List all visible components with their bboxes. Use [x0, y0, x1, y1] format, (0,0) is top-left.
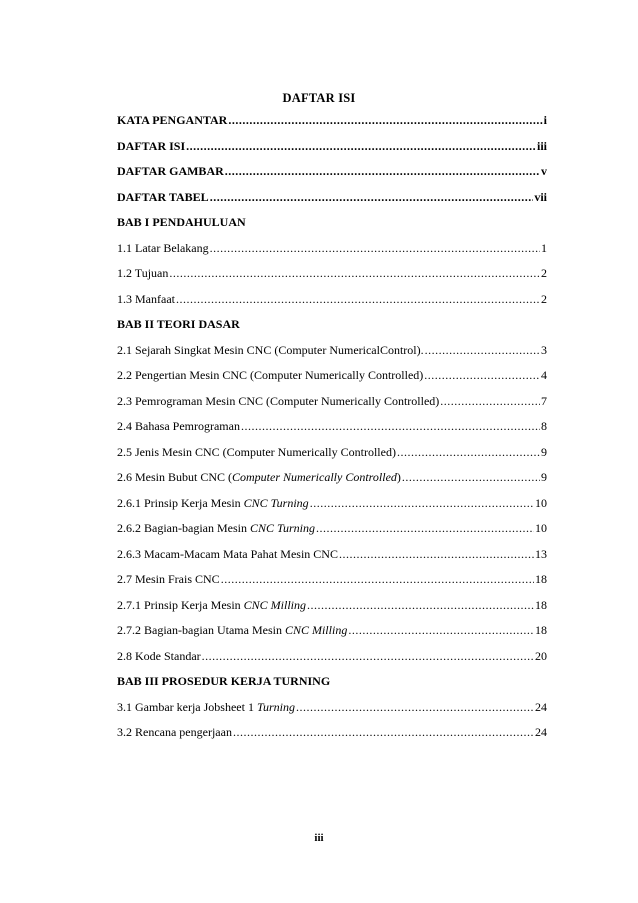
toc-entry-row	[117, 695, 547, 721]
toc-entry-text: 2.6 Mesin Bubut CNC (	[117, 470, 233, 484]
toc-page-number: 13	[535, 546, 547, 561]
toc-page-number: iii	[536, 138, 547, 153]
toc-entry-label	[117, 363, 423, 389]
page-number: iii	[314, 832, 324, 844]
dot-leader	[397, 440, 540, 466]
toc-entry-row	[117, 618, 547, 644]
dot-leader	[424, 363, 540, 389]
toc-page-number: vii	[534, 189, 547, 204]
toc-entry-text: 1.3 Manfaat	[117, 291, 175, 306]
toc-page-number: 24	[535, 725, 547, 739]
dot-leader	[307, 593, 534, 619]
dot-leader	[310, 491, 534, 517]
toc-page-number: 9	[541, 444, 547, 459]
toc-entry-label	[117, 210, 246, 236]
toc-entry-text: BAB II TEORI DASAR	[117, 317, 240, 331]
toc-entry-row	[117, 644, 547, 670]
toc-entry-text: 3.1 Gambar kerja Jobsheet 1	[117, 699, 257, 714]
dot-leader	[440, 389, 540, 415]
toc-entry-label	[117, 159, 224, 185]
toc-entry-row	[117, 363, 547, 389]
toc-entry-label	[117, 542, 338, 568]
toc-page-number: 7	[541, 393, 547, 408]
toc-entry-text: 2.8 Kode Standar	[117, 648, 201, 663]
toc-entry-text: 2.1 Sejarah Singkat Mesin CNC (Computer NumericalControl).	[117, 342, 424, 357]
dot-leader	[221, 567, 534, 593]
toc-entry-label	[117, 414, 240, 440]
dot-leader	[339, 542, 534, 568]
toc-page-number: 18	[535, 597, 547, 612]
dot-leader	[316, 516, 534, 542]
toc-entry-label	[117, 695, 295, 721]
toc-entry-row	[117, 593, 547, 619]
toc-page-number: 2	[541, 291, 547, 306]
toc-entry-text: BAB I PENDAHULUAN	[117, 215, 246, 229]
toc-entry-row	[117, 414, 547, 440]
toc-entry-label	[117, 567, 220, 593]
toc-page-number: 10	[535, 521, 547, 535]
toc-entry-text: 2.6.1 Prinsip Kerja Mesin	[117, 495, 244, 510]
toc-entry-text: DAFTAR ISI	[117, 138, 186, 153]
dot-leader	[241, 414, 540, 440]
toc-title: DAFTAR ISI	[282, 91, 356, 105]
toc-entry-text-suffix: )	[396, 470, 401, 484]
toc-entry-text: KATA PENGANTAR	[117, 113, 228, 127]
toc-entry-label	[117, 134, 185, 160]
toc-entry-row	[117, 567, 547, 593]
toc-entry-row	[117, 338, 547, 364]
dot-leader	[210, 185, 534, 211]
toc-entry-italic-text: Computer Numerically Controlled	[232, 470, 397, 484]
toc-page-number: 10	[535, 495, 547, 510]
toc-entry-text: 2.6.3 Macam-Macam Mata Pahat Mesin CNC	[117, 546, 338, 561]
toc-page-number: 4	[541, 368, 547, 382]
toc-heading-row	[117, 134, 547, 160]
toc-entry-text: DAFTAR GAMBAR	[117, 164, 224, 178]
toc-entry-label	[117, 312, 240, 338]
toc-entry-label	[117, 440, 396, 466]
toc-entry-italic-text: CNC Milling	[243, 597, 306, 612]
toc-entry-text: 2.5 Jenis Mesin CNC (Computer Numerically Controlled)	[117, 444, 396, 459]
dot-leader	[228, 108, 542, 134]
toc-entry-row	[117, 440, 547, 466]
toc-entry-text: 2.2 Pengertian Mesin CNC (Computer Numerically Controlled)	[117, 368, 424, 382]
toc-entry-italic-text: CNC Turning	[243, 495, 309, 510]
toc-entry-text: 2.6.2 Bagian-bagian Mesin	[117, 521, 250, 535]
toc-entry-label	[117, 618, 347, 644]
toc-entry-text: DAFTAR TABEL	[117, 189, 209, 204]
toc-entry-text: 2.7.2 Bagian-bagian Utama Mesin	[117, 623, 285, 637]
toc-entry-row	[117, 516, 547, 542]
toc-heading-row	[117, 669, 547, 695]
dot-leader	[176, 287, 540, 313]
toc-entry-italic-text: CNC Turning	[249, 521, 316, 535]
toc-page-number: 1	[541, 240, 547, 255]
toc-entry-label	[117, 644, 201, 670]
toc-entry-row	[117, 720, 547, 746]
dot-leader	[202, 644, 534, 670]
toc-heading-row	[117, 159, 547, 185]
toc-entry-text: 1.1 Latar Belakang	[117, 240, 209, 255]
toc-entry-row	[117, 389, 547, 415]
toc-entry-label	[117, 669, 330, 695]
toc-page-number: 8	[541, 419, 547, 433]
toc-entry-label	[117, 261, 168, 287]
toc-entry-row	[117, 287, 547, 313]
toc-page-number: 9	[541, 470, 547, 484]
toc-entry-text: 2.7 Mesin Frais CNC	[117, 572, 220, 586]
toc-entry-row	[117, 261, 547, 287]
dot-leader	[233, 720, 534, 746]
toc-entry-label	[117, 108, 227, 134]
toc-page-number: 24	[535, 699, 547, 714]
toc-entry-row	[117, 491, 547, 517]
toc-entry-label	[117, 236, 209, 262]
toc-entry-label	[117, 465, 401, 491]
dot-leader	[348, 618, 534, 644]
toc-entry-label	[117, 185, 209, 211]
toc-entry-label	[117, 389, 439, 415]
toc-entry-row	[117, 542, 547, 568]
toc-heading-row	[117, 210, 547, 236]
dot-leader	[296, 695, 534, 721]
table-of-contents	[117, 108, 547, 746]
toc-entry-label	[117, 593, 306, 619]
toc-heading-row	[117, 185, 547, 211]
toc-page-number: 18	[535, 572, 547, 586]
toc-entry-italic-text: CNC Milling	[284, 623, 348, 637]
toc-entry-label	[117, 720, 232, 746]
toc-page-number: 2	[541, 266, 547, 280]
toc-entry-text: BAB III PROSEDUR KERJA TURNING	[117, 674, 331, 688]
dot-leader	[186, 134, 536, 160]
dot-leader	[225, 159, 540, 185]
toc-entry-label	[117, 491, 309, 517]
toc-entry-label	[117, 287, 175, 313]
toc-page-number: 20	[535, 648, 547, 663]
toc-entry-row	[117, 465, 547, 491]
dot-leader	[402, 465, 540, 491]
toc-heading-row	[117, 108, 547, 134]
toc-heading-row	[117, 312, 547, 338]
toc-page-number: i	[543, 113, 547, 127]
toc-entry-text: 2.7.1 Prinsip Kerja Mesin	[117, 597, 244, 612]
toc-entry-text: 2.3 Pemrograman Mesin CNC (Computer Numerically Controlled)	[117, 393, 440, 408]
dot-leader	[169, 261, 540, 287]
toc-entry-label	[117, 516, 315, 542]
toc-entry-label	[117, 338, 424, 364]
dot-leader	[210, 236, 540, 262]
toc-entry-text: 1.2 Tujuan	[117, 266, 169, 280]
toc-page-number: v	[541, 164, 547, 178]
toc-entry-text: 3.2 Rencana pengerjaan	[117, 725, 232, 739]
toc-entry-italic-text: Turning	[256, 699, 295, 714]
toc-entry-text: 2.4 Bahasa Pemrograman	[117, 419, 240, 433]
toc-entry-row	[117, 236, 547, 262]
toc-page-number: 3	[541, 342, 547, 357]
toc-page-number: 18	[535, 623, 547, 637]
dot-leader	[425, 338, 540, 364]
